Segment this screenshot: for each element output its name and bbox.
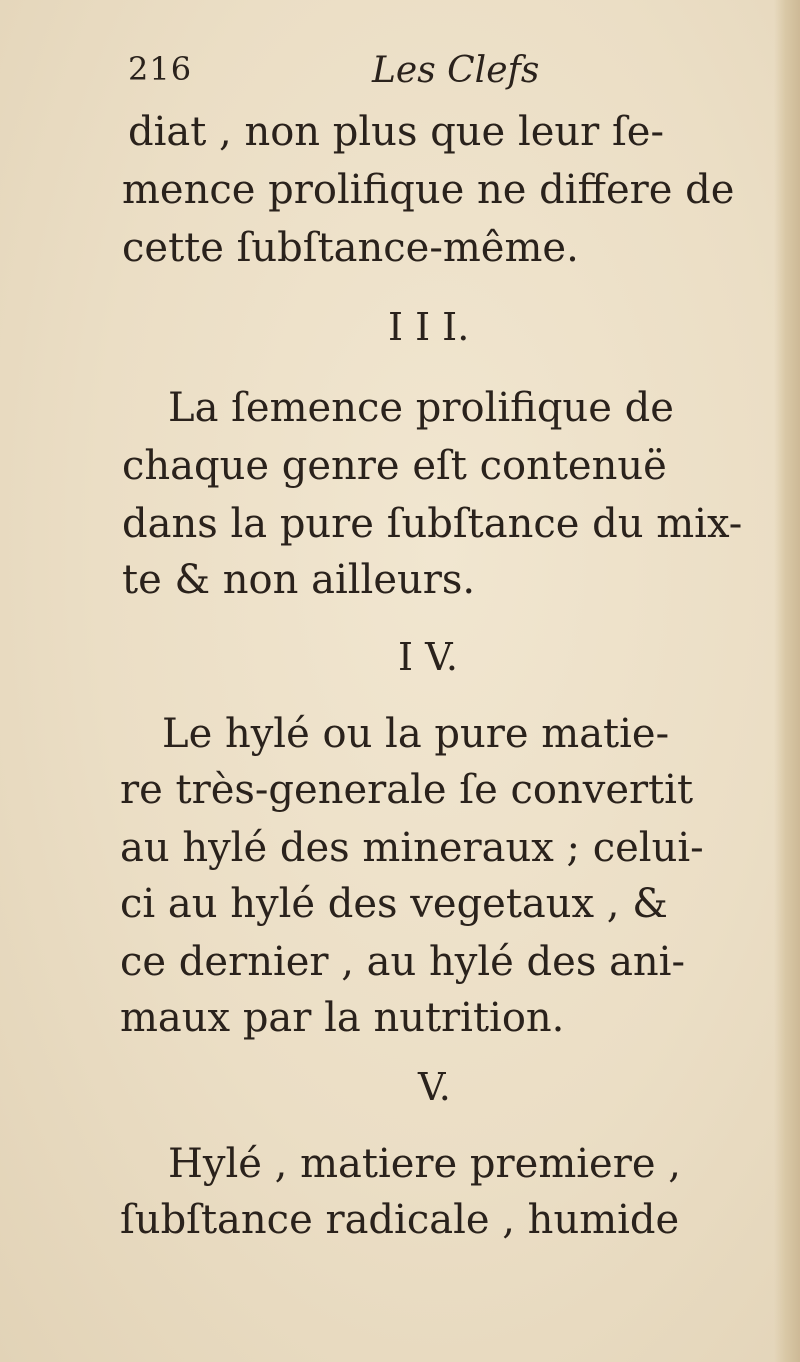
text-line: dans la pure ſubſtance du mix-	[122, 501, 743, 547]
text-line: ce dernier , au hylé des ani-	[120, 939, 685, 985]
text-line: te & non ailleurs.	[122, 557, 476, 603]
page-header	[0, 42, 800, 102]
section-heading: I V.	[398, 635, 458, 679]
text-line: La ſemence prolifique de	[168, 385, 674, 431]
section-heading: I I I.	[388, 305, 470, 349]
text-line: ci au hylé des vegetaux , &	[120, 881, 668, 927]
running-title: Les Clefs	[372, 50, 540, 91]
text-line: re très-generale ſe convertit	[120, 767, 694, 813]
text-line: chaque genre eſt contenuë	[122, 443, 667, 489]
text-line: cette ſubſtance-même.	[122, 225, 579, 271]
text-line: ſubſtance radicale , humide	[120, 1197, 680, 1243]
text-line: diat , non plus que leur ſe-	[128, 109, 664, 155]
text-line: au hylé des mineraux ; celui-	[120, 825, 704, 871]
text-line: maux par la nutrition.	[120, 995, 565, 1041]
page-edge-shadow	[774, 0, 800, 1362]
text-line: Le hylé ou la pure matie-	[162, 711, 670, 757]
page-number: 216	[128, 50, 193, 88]
text-line: mence prolifique ne differe de	[122, 167, 735, 213]
section-heading: V.	[418, 1065, 451, 1109]
text-line: Hylé , matiere premiere ,	[168, 1141, 681, 1187]
